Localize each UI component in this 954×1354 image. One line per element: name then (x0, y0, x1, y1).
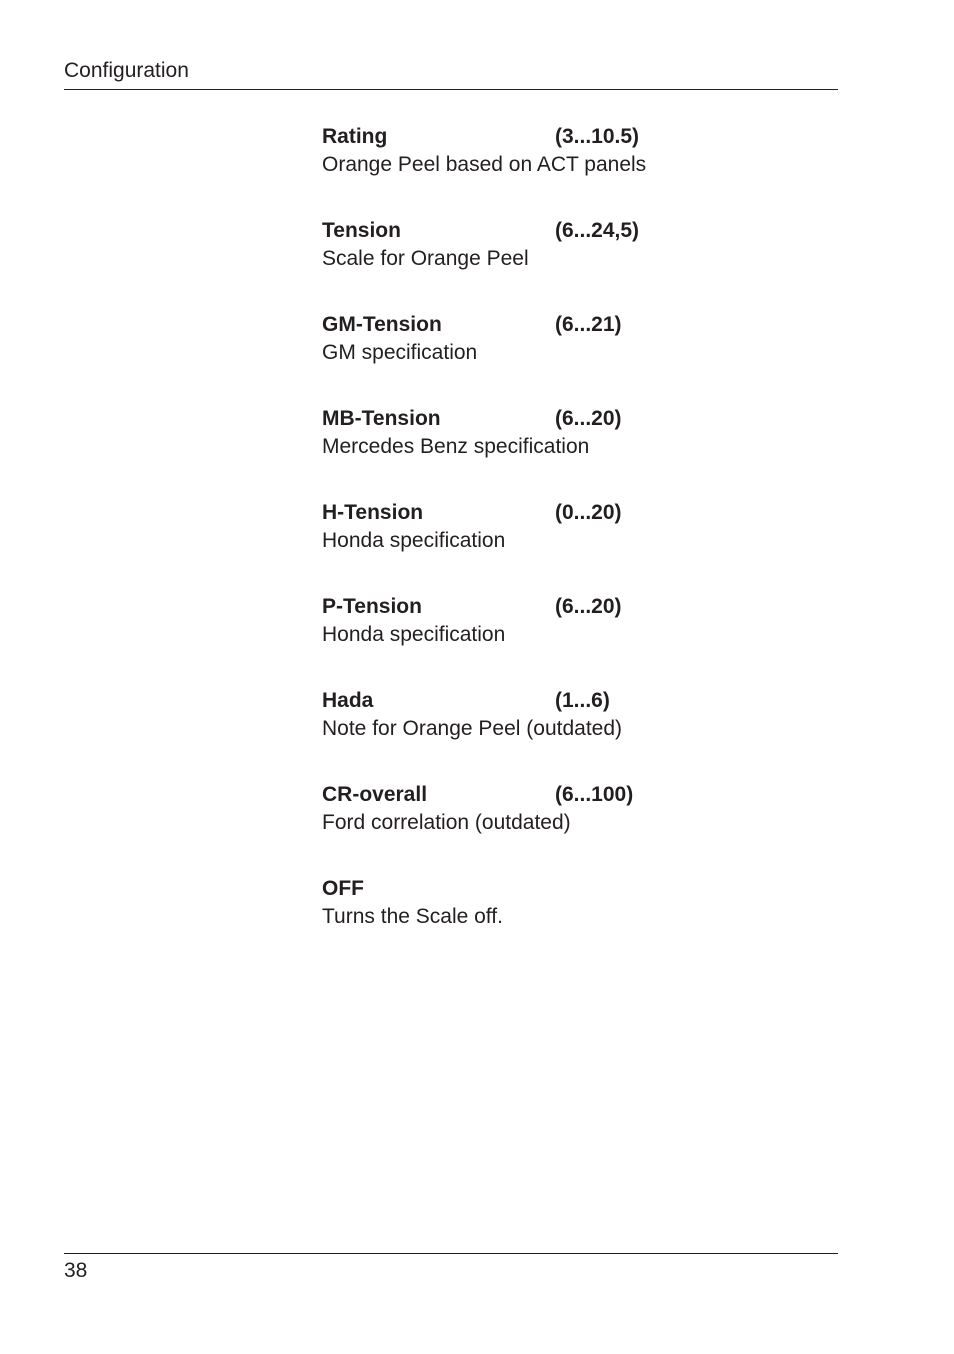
option-name: P-Tension (322, 595, 422, 618)
scale-option-gm-tension (322, 311, 822, 405)
scale-option-off (322, 875, 822, 969)
scale-options-list (322, 123, 822, 969)
option-description: Honda specification (322, 529, 506, 552)
option-range: (6...21) (555, 313, 622, 336)
option-description: Orange Peel based on ACT panels (322, 153, 647, 176)
option-description: Mercedes Benz specification (322, 435, 590, 458)
page-number: 38 (64, 1259, 88, 1282)
option-range: (0...20) (555, 501, 622, 524)
scale-option-p-tension (322, 593, 822, 687)
option-description: Honda specification (322, 623, 506, 646)
option-name: GM-Tension (322, 313, 442, 336)
option-range: (6...100) (555, 783, 634, 806)
scale-option-hada (322, 687, 822, 781)
option-description: GM specification (322, 341, 478, 364)
page-header-title: Configuration (64, 59, 189, 82)
option-range: (6...24,5) (555, 219, 640, 242)
option-description: Turns the Scale off. (322, 905, 503, 928)
scale-option-rating (322, 123, 822, 217)
option-name: CR-overall (322, 783, 428, 806)
option-range: (1...6) (555, 689, 610, 712)
option-description: Scale for Orange Peel (322, 247, 529, 270)
option-name: Tension (322, 219, 401, 242)
option-name: OFF (322, 877, 364, 900)
option-name: Hada (322, 689, 374, 712)
header-divider (64, 89, 838, 90)
scale-option-cr-overall (322, 781, 822, 875)
footer-divider (64, 1253, 838, 1254)
scale-option-mb-tension (322, 405, 822, 499)
option-description: Note for Orange Peel (outdated) (322, 717, 623, 740)
option-range: (6...20) (555, 407, 622, 430)
scale-option-tension (322, 217, 822, 311)
option-name: MB-Tension (322, 407, 441, 430)
option-name: H-Tension (322, 501, 424, 524)
scale-option-h-tension (322, 499, 822, 593)
option-range: (6...20) (555, 595, 622, 618)
option-description: Ford correlation (outdated) (322, 811, 571, 834)
option-range: (3...10.5) (555, 125, 640, 148)
option-name: Rating (322, 125, 388, 148)
